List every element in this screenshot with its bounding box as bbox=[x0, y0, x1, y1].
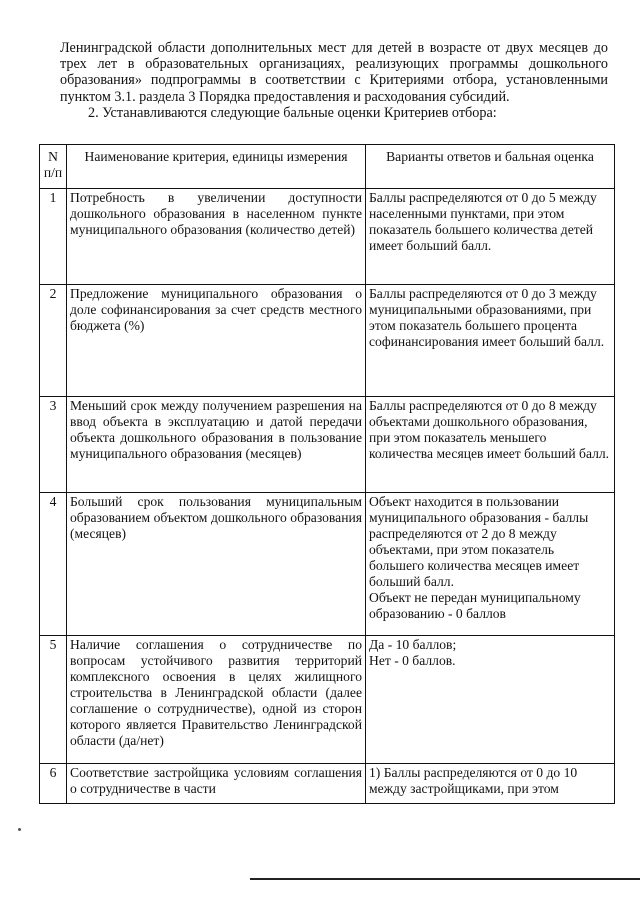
table-row bbox=[40, 285, 615, 397]
table-row bbox=[40, 189, 615, 285]
row-options bbox=[366, 397, 615, 493]
scan-mark bbox=[18, 828, 21, 831]
intro-text bbox=[60, 40, 608, 121]
row-num: 4 bbox=[40, 493, 67, 636]
row-num: 2 bbox=[40, 285, 67, 397]
table-row bbox=[40, 764, 615, 804]
row-options bbox=[366, 285, 615, 397]
intro-paragraph-2: 2. Устанавливаются следующие бальные оценки Критериев отбора: bbox=[88, 104, 497, 121]
row-criterion: Предложение муниципального образования о доле софинансирования за счет средств местного бюджета (%) bbox=[67, 285, 366, 397]
row-criterion: Потребность в увеличении доступности дошкольного образования в населенном пункте муниципального образования (количество детей) bbox=[67, 189, 366, 285]
intro-paragraph-1: Ленинградской области дополнительных мест для детей в возрасте от двух месяцев до трех лет в образовательных организациях, реализующих программы дошкольного образования» подпрограммы в соответствии с Критериями отбора, установленными пунктом 3.1. раздела 3 Порядка предоставления и расходования субсидий. bbox=[60, 40, 608, 105]
row-criterion: Меньший срок между получением разрешения на ввод объекта в эксплуатацию и датой передачи объекта дошкольного образования в пользование муниципального образования (месяцев) bbox=[67, 397, 366, 493]
page-bottom-rule bbox=[250, 878, 640, 880]
row-criterion: Наличие соглашения о сотрудничестве по вопросам устойчивого развития территорий комплексного освоения в целях жилищного строительства в Ленинградской области (далее соглашение о сотрудничестве), одной из сторон которого является Правительство Ленинградской области (да/нет) bbox=[67, 636, 366, 764]
row-criterion: Больший срок пользования муниципальным образованием объектом дошкольного образования (месяцев) bbox=[67, 493, 366, 636]
row-criterion: Соответствие застройщика условиям соглашения о сотрудничестве в части bbox=[67, 764, 366, 804]
option-text: Объект не передан муниципальному образованию - 0 баллов bbox=[369, 590, 581, 621]
row-options bbox=[366, 636, 615, 764]
table-header-row bbox=[40, 145, 615, 189]
row-options bbox=[366, 493, 615, 636]
row-options bbox=[366, 189, 615, 285]
option-text: Баллы распределяются от 0 до 5 между населенными пунктами, при этом показатель большего количества детей имеет больший балл. bbox=[369, 190, 597, 253]
criteria-table bbox=[39, 144, 615, 804]
header-criterion: Наименование критерия, единицы измерения bbox=[67, 145, 366, 189]
row-options bbox=[366, 764, 615, 804]
header-num: N п/п bbox=[40, 145, 67, 189]
option-text: Баллы распределяются от 0 до 8 между объектами дошкольного образования, при этом показатель меньшего количества месяцев имеет больший балл. bbox=[369, 398, 610, 461]
row-num: 6 bbox=[40, 764, 67, 804]
option-text: Объект находится в пользовании муниципального образования - баллы распределяются от 2 до 8 между объектами, при этом показатель большего количества месяцев имеет больший балл. bbox=[369, 494, 589, 589]
row-num: 3 bbox=[40, 397, 67, 493]
option-text: Нет - 0 баллов. bbox=[369, 653, 456, 668]
table-row bbox=[40, 397, 615, 493]
option-text: 1) Баллы распределяются от 0 до 10 между застройщиками, при этом bbox=[369, 765, 578, 796]
header-options: Варианты ответов и бальная оценка bbox=[366, 145, 615, 189]
option-text: Баллы распределяются от 0 до 3 между муниципальными образованиями, при этом показатель большего процента софинансирования имеет больший балл. bbox=[369, 286, 605, 349]
row-num: 5 bbox=[40, 636, 67, 764]
table-row bbox=[40, 636, 615, 764]
option-text: Да - 10 баллов; bbox=[369, 637, 457, 652]
table-row bbox=[40, 493, 615, 636]
row-num: 1 bbox=[40, 189, 67, 285]
